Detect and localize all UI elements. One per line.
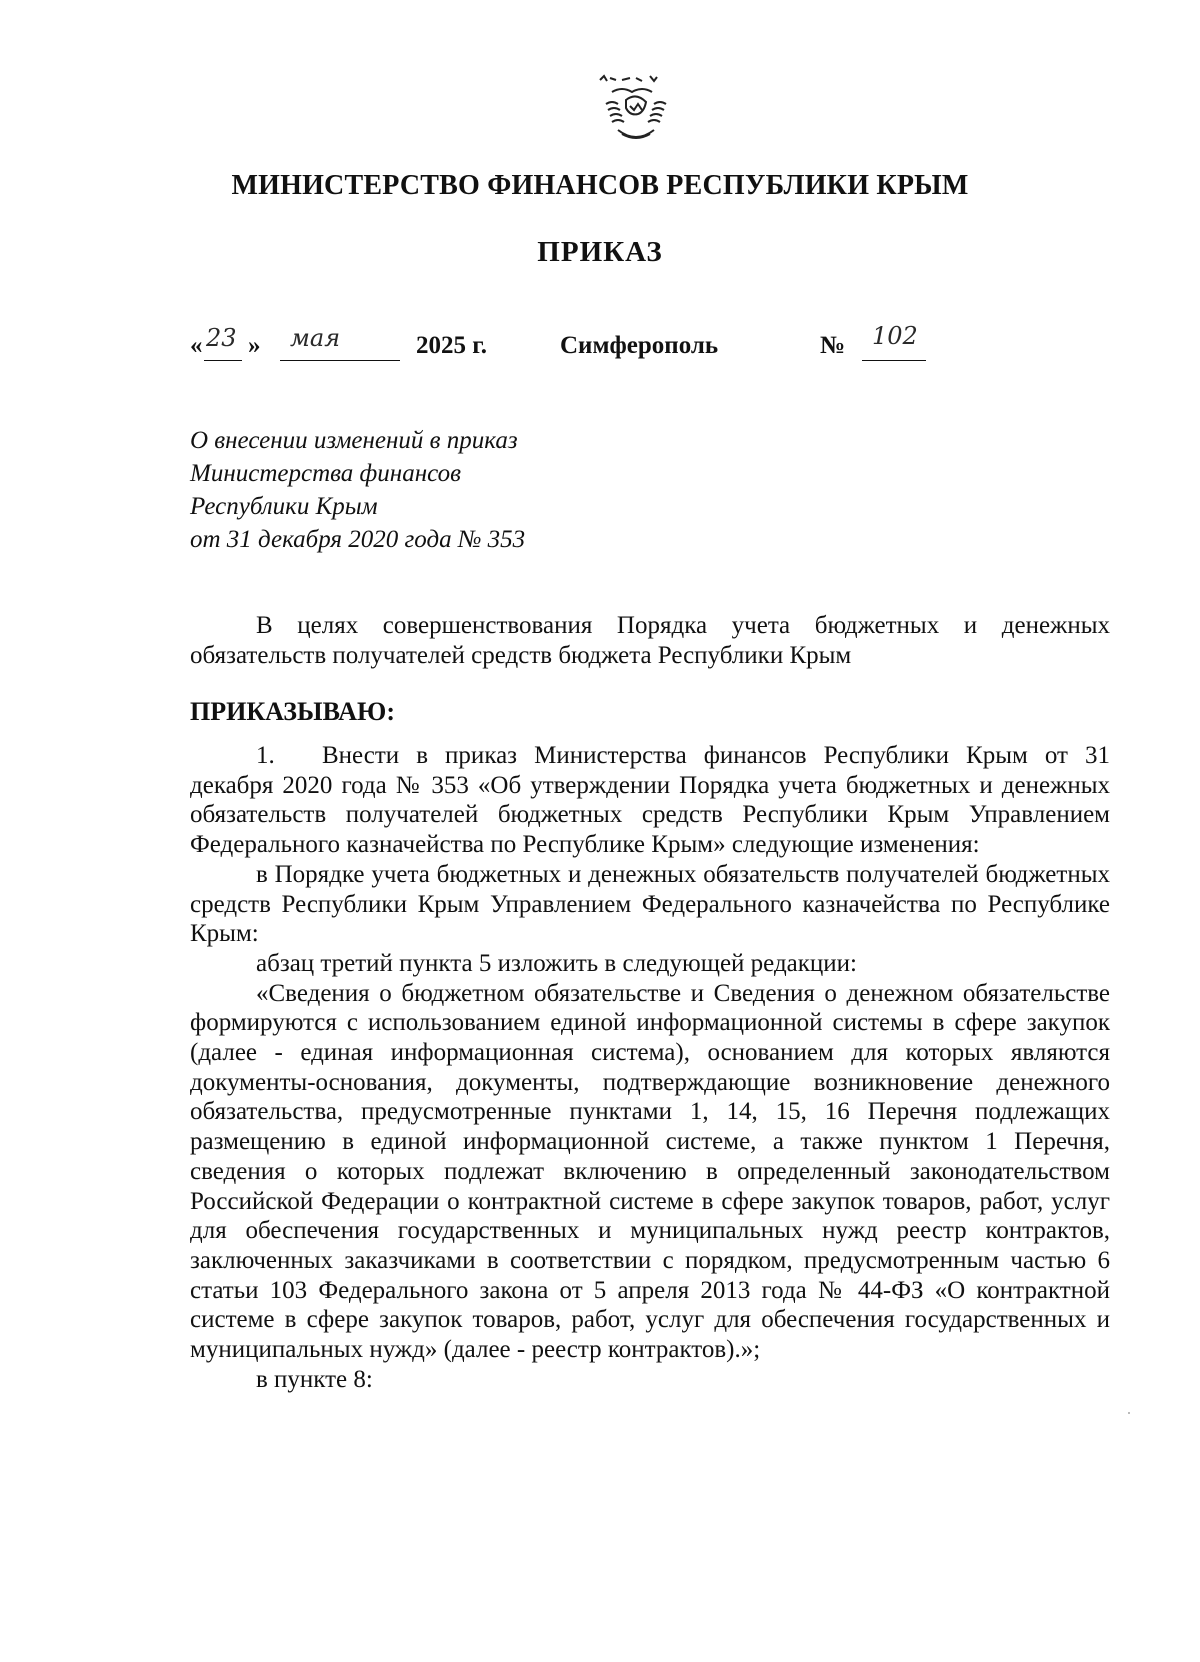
subject-line: Республики Крым	[190, 493, 378, 520]
order-heading: ПРИКАЗЫВАЮ:	[190, 697, 395, 726]
document-type-title: ПРИКАЗ	[537, 236, 663, 268]
date-month: мая	[290, 324, 341, 352]
preamble-paragraph: В целях совершенствования Порядка учета бюджетных и денежных обязательств получателей средств бюджета Республики Крым	[190, 612, 1110, 669]
date-number-line	[0, 322, 1200, 372]
date-open-quote: «	[190, 332, 203, 359]
point-8-paragraph: в пункте 8:	[256, 1365, 373, 1393]
item-1-number: 1.	[256, 742, 275, 769]
order-body	[190, 741, 1110, 1394]
item-1-paragraph	[190, 741, 1110, 860]
subject-line: от 31 декабря 2020 года № 353	[190, 526, 526, 553]
date-day: 23	[206, 324, 237, 352]
date-close-quote: »	[248, 332, 261, 359]
scan-speck	[1128, 1412, 1130, 1414]
paragraph-instruction: абзац третий пункта 5 изложить в следующей редакции:	[256, 949, 857, 977]
day-underline	[204, 360, 242, 361]
order-number-label: №	[820, 332, 846, 359]
subject-line: О внесении изменений в приказ	[190, 427, 518, 454]
month-underline	[280, 360, 400, 361]
order-number: 102	[872, 322, 918, 350]
order-subject	[190, 424, 525, 556]
quoted-text-paragraph: «Сведения о бюджетном обязательстве и Сведения о денежном обязательстве формируются с использованием единой информационной системы в сфере закупок (далее - единая информационная система), основанием для которых являются документы-основания, документы, подтверждающие возникновение денежного обязательства, предусмотренные пунктами 1, 14, 15, 16 Перечня подлежащих размещению в единой информационной системе, а также пунктом 1 Перечня, сведения о которых подлежат включению в определенный законодательством Российской Федерации о контрактной системе в сфере закупок товаров, работ, услуг для обеспечения государственных и муниципальных нужд реестр контрактов, заключенных заказчиками в соответствии с порядком, предусмотренным частью 6 статьи 103 Федерального закона от 5 апреля 2013 года № 44-ФЗ «О контрактной системе в сфере закупок товаров, работ, услуг для обеспечения государственных и муниципальных нужд» (далее - реестр контрактов).»;	[190, 979, 1110, 1364]
city-name: Симферополь	[560, 332, 719, 359]
item-1-text: Внести в приказ Министерства финансов Республики Крым от 31 декабря 2020 года № 353 «Об утверждении Порядка учета бюджетных и денежных обязательств получателей бюджетных средств Республики Крым Управлением Федерального казначейства по Республике Крым» следующие изменения:	[190, 742, 1110, 859]
ministry-name: МИНИСТЕРСТВО ФИНАНСОВ РЕСПУБЛИКИ КРЫМ	[231, 170, 969, 201]
date-year: 2025 г.	[416, 332, 488, 359]
procedure-paragraph: в Порядке учета бюджетных и денежных обязательств получателей бюджетных средств Республики Крым Управлением Федерального казначейства по Республике Крым:	[190, 860, 1110, 948]
preamble-block	[190, 611, 1110, 670]
number-underline	[862, 360, 926, 361]
coat-of-arms-emblem	[592, 74, 682, 154]
subject-line: Министерства финансов	[190, 460, 461, 487]
